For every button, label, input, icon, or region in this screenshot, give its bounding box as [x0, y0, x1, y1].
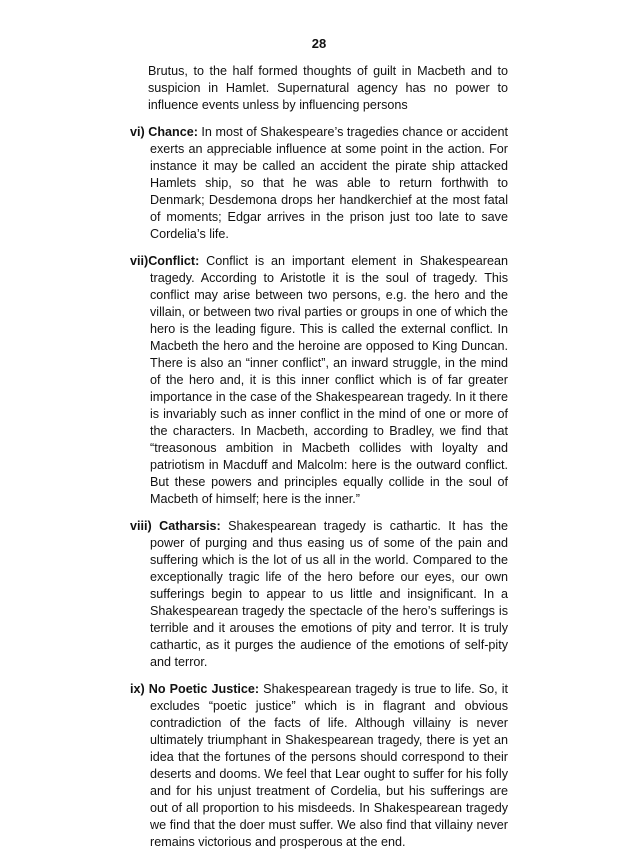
paragraph-text: In most of Shakespeare’s tragedies chance or accident exerts an appreciable influence at some point in the action. For instance it may be called an accident the pirate ship attacked Hamlets ship, so that he was able to return forthwith to Denmark; Desdemona drops her handkerchief at the most fatal of moments; Edgar arrives in the prison just too late to save Cordelia’s life. — [150, 125, 508, 241]
paragraph-heading: vi) Chance: — [130, 125, 198, 139]
paragraph-text: Conflict is an important element in Shakespearean tragedy. According to Aristotle it is the soul of tragedy. This conflict may arise between two persons, e.g. the hero and the villain, or between two rival parties or groups in one of which the hero is the leading figure. This is called the external conflict. In Macbeth the hero and the heroine are opposed to King Duncan. There is also an “inner conflict”, an inward struggle, in the mind of the hero and, it is this inner conflict which is of far greater importance in the case of the Shakespearean tragedy. In it there is invariably such as inner conflict in the mind of one or more of the characters. In Macbeth, according to Bradley, we find that “treasonous ambition in Macbeth collides with loyalty and patriotism in Macduff and Malcolm: here is the outward conflict. But these powers and principles equally collide in the soul of Macbeth of himself; here is the inner.” — [150, 254, 508, 506]
paragraph-heading: vii)Conflict: — [130, 254, 200, 268]
paragraph-text: Shakespearean tragedy is true to life. So, it excludes “poetic justice” which is in flagrant and obvious contradiction of the facts of life. Although villainy is never ultimately triumphant in Shakespearean tragedy, there is yet an idea that the fortunes of the persons should correspond to their deserts and dooms. We feel that Lear ought to suffer for his folly and for his unjust treatment of Cordelia, but his sufferings are out of all proportion to his misdeeds. In Shakespearean tragedy we find that the doer must suffer. We also find that villainy never remains victorious and prosperous at the end. — [150, 682, 508, 849]
page-number: 28 — [311, 36, 327, 51]
paragraph-heading: viii) Catharsis: — [130, 519, 221, 533]
paragraph-text: Shakespearean tragedy is cathartic. It has the power of purging and thus easing us of some of the pain and suffering which is the lot of us all in the world. Compared to the exceptionally tragic life of the hero before our eyes, our own sufferings begin to appear to us little and insignificant. In a Shakespearean tragedy the spectacle of the hero’s sufferings is terrible and it arouses the emotions of pity and terror. It is truly cathartic, as it purges the audience of the emotions of self-pity and terror. — [150, 519, 508, 669]
paragraph-chance — [130, 124, 508, 243]
paragraph-continuation — [130, 63, 508, 114]
paragraph-text: Brutus, to the half formed thoughts of guilt in Macbeth and to suspicion in Hamlet. Supernatural agency has no power to influence events unless by influencing persons — [148, 64, 508, 112]
paragraph-conflict — [130, 253, 508, 508]
paragraph-catharsis — [130, 518, 508, 671]
paragraph-heading: ix) No Poetic Justice: — [130, 682, 260, 696]
page-content — [130, 63, 508, 861]
